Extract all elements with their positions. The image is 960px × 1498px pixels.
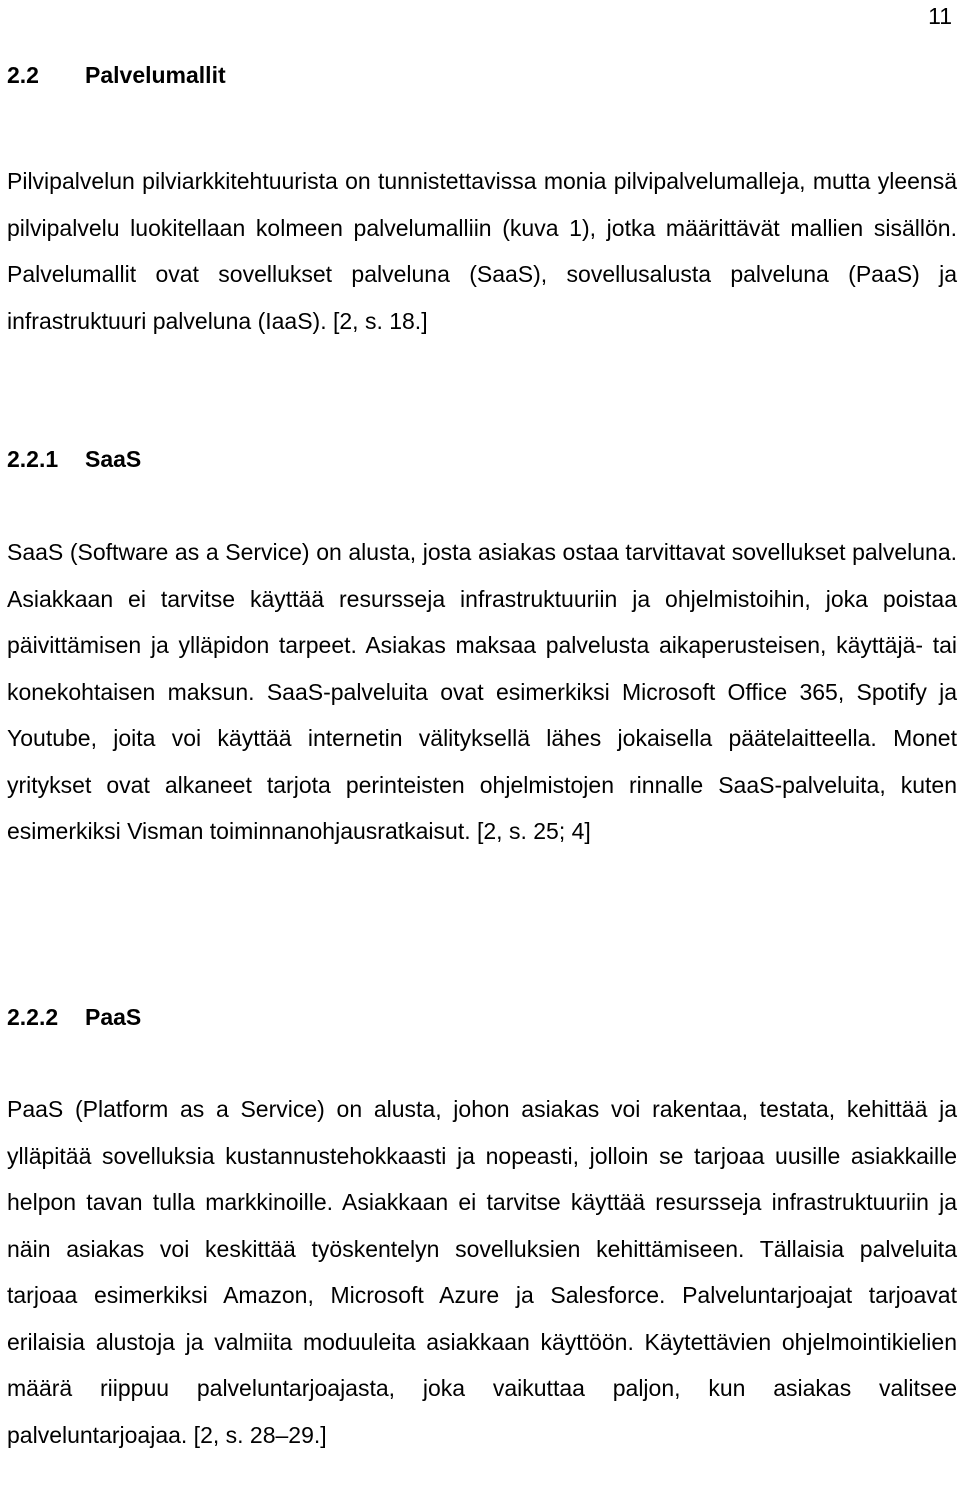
paas-paragraph: PaaS (Platform as a Service) on alusta, johon asiakas voi rakentaa, testata, kehittää ja ylläpitää sovelluksia kustannustehokkaasti ja nopeasti, jolloin se tarjoaa uusille asiakkaille helpon tavan tulla markkinoille. Asiakkaan ei tarvitse käyttää resursseja infrastruktuuriin ja näin asiakas voi keskittää työskentelyn sovelluksien kehittämiseen. Tällaisia palveluita tarjoaa esimerkiksi Amazon, Microsoft Azure ja Salesforce. Palveluntarjoajat tarjoavat erilaisia alustoja ja valmiita moduuleita asiakkaan käyttöön. Käytettävien ohjelmointikielien määrä riippuu palveluntarjoajasta, joka vaikuttaa paljon, kun asiakas valitsee palveluntarjoajaa. [2, s. 28–29.] [7, 1096, 957, 1448]
section-heading-palvelumallit [7, 61, 226, 89]
subsection-number: 2.2.2 [7, 1004, 59, 1030]
page-number: 11 [928, 3, 952, 29]
subsection-heading-saas [7, 445, 141, 473]
saas-paragraph: SaaS (Software as a Service) on alusta, josta asiakas ostaa tarvittavat sovellukset palveluna. Asiakkaan ei tarvitse käyttää resursseja infrastruktuuriin ja ohjelmistoihin, joka poistaa päivittämisen ja ylläpidon tarpeet. Asiakas maksaa palvelusta aikaperusteisen, käyttäjä- tai konekohtaisen maksun. SaaS-palveluita ovat esimerkiksi Microsoft Office 365, Spotify ja Youtube, joita voi käyttää internetin välityksellä lähes jokaisella päätelaitteella. Monet yritykset ovat alkaneet tarjota perinteisten ohjelmistojen rinnalle SaaS-palveluita, kuten esimerkiksi Visman toiminnanohjausratkaisut. [2, s. 25; 4] [7, 539, 957, 844]
subsection-title: PaaS [85, 1004, 142, 1030]
subsection-heading-paas [7, 1003, 141, 1031]
section-number: 2.2 [7, 62, 39, 88]
intro-paragraph: Pilvipalvelun pilviarkkitehtuurista on tunnistettavissa monia pilvipalvelumalleja, mutta yleensä pilvipalvelu luokitellaan kolmeen palvelumalliin (kuva 1), jotka määrittävät mallien sisällön. Palvelumallit ovat sovellukset palveluna (SaaS), sovellusalusta palveluna (PaaS) ja infrastruktuuri palveluna (IaaS). [2, s. 18.] [7, 168, 957, 334]
subsection-number: 2.2.1 [7, 446, 59, 472]
subsection-title: SaaS [85, 446, 142, 472]
section-title: Palvelumallit [85, 62, 226, 88]
